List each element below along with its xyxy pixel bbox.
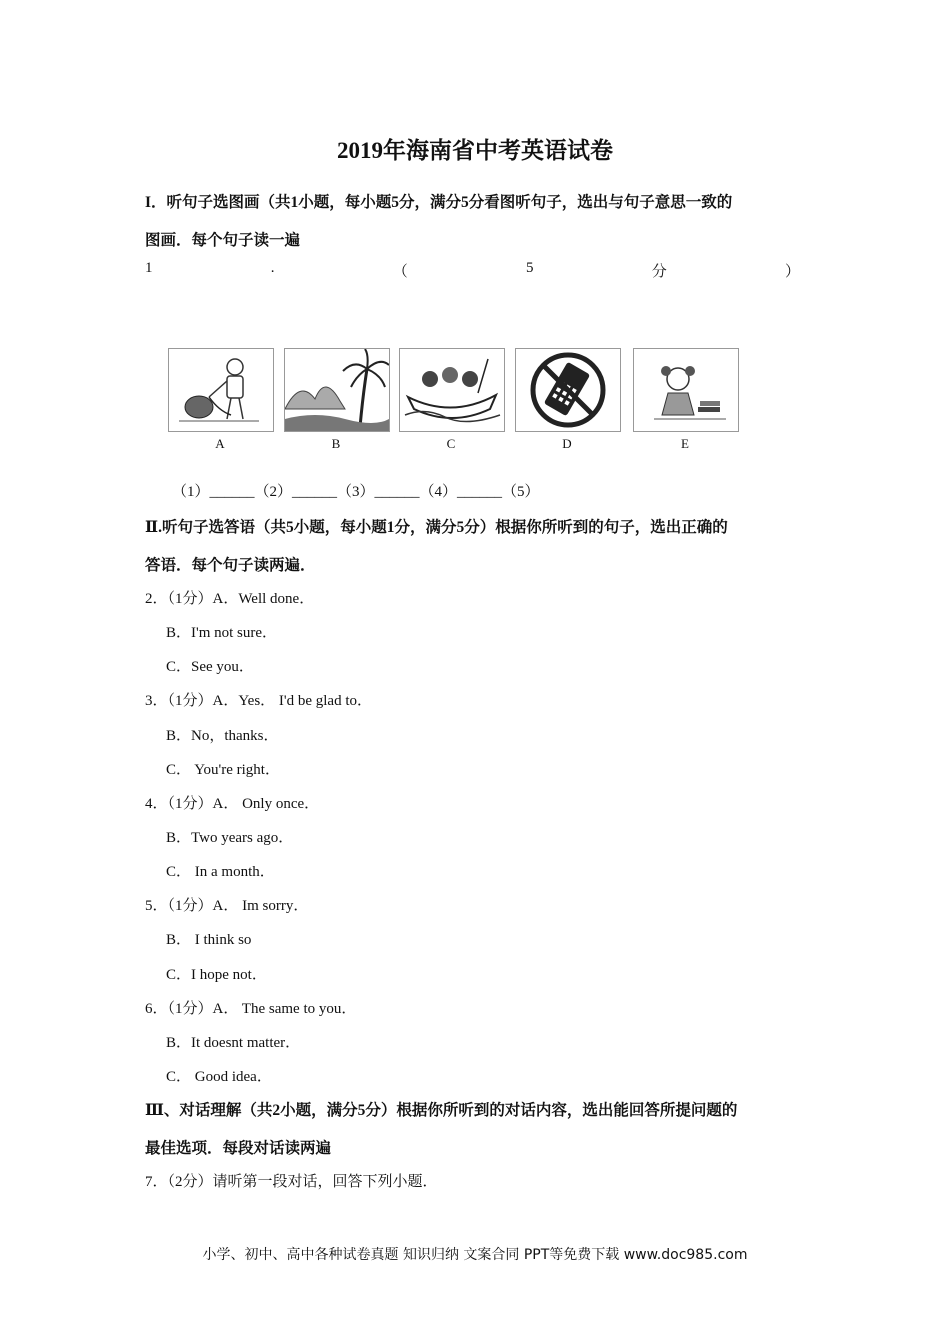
question-1-line: [145, 260, 800, 281]
picture-label: D: [562, 436, 572, 451]
q1-part: 1: [145, 260, 153, 276]
no-phone-icon: [515, 348, 621, 432]
section2-heading-line2: 答语．每个句子读两遍．: [145, 557, 316, 574]
question-7: 7．（2分）请听第一段对话，回答下列小题．: [145, 1174, 438, 1190]
question-option: B．No，thanks．: [166, 728, 279, 744]
question-option: C．See you．: [166, 659, 254, 675]
question-option: 5．（1分）A． Im sorry．: [145, 898, 309, 914]
question-option: C．I hope not．: [166, 967, 267, 983]
girl-reading-icon: [633, 348, 739, 432]
question-option: B．It doesnt matter．: [166, 1035, 301, 1051]
question-option: C． You're right．: [166, 762, 280, 778]
picture-label: E: [681, 436, 689, 451]
q1-part: （: [392, 264, 408, 280]
question-option: C． Good idea．: [166, 1069, 272, 1085]
page-title: 2019年海南省中考英语试卷: [337, 138, 613, 163]
q1-part: 分: [651, 264, 667, 280]
picture-label: B: [331, 436, 341, 451]
question-option: B．Two years ago．: [166, 830, 294, 846]
section1-heading-line1: I．听句子选图画（共1小题，每小题5分，满分5分看图听句子，选出与句子意思一致的: [145, 194, 733, 211]
children-boat-icon: [399, 348, 505, 432]
palm-tree-landscape-icon: [284, 348, 390, 432]
q1-part: ）: [784, 264, 800, 280]
section3-heading-line1: Ⅲ、对话理解（共2小题，满分5分）根据你所听到的对话内容，选出能回答所提问题的: [145, 1102, 738, 1119]
robot-vacuum-icon: [168, 348, 274, 432]
question-option: 3．（1分）A．Yes． I'd be glad to．: [145, 693, 373, 709]
question-option: 4．（1分）A． Only once．: [145, 796, 320, 812]
section1-heading-line2: 图画．每个句子读一遍: [145, 232, 301, 249]
footer-link[interactable]: 小学、初中、高中各种试卷真题 知识归纳 文案合同 PPT等免费下载 www.doc985.com: [202, 1247, 748, 1263]
section3-heading-line2: 最佳选项．每段对话读两遍: [145, 1140, 332, 1157]
picture-label: C: [446, 436, 456, 451]
section2-heading-line1: Ⅱ.听句子选答语（共5小题，每小题1分，满分5分）根据你所听到的句子，选出正确的: [145, 519, 728, 536]
question-option: B． I think so: [166, 932, 252, 948]
question-option: C． In a month．: [166, 864, 275, 880]
q1-part: 5: [525, 260, 534, 276]
q1-part: .: [270, 260, 275, 276]
picture-answer-blanks: （1）______（2）______（3）______（4）______（5）: [172, 484, 540, 500]
question-option: 6．（1分）A． The same to you．: [145, 1001, 357, 1017]
question-option: 2．（1分）A．Well done．: [145, 591, 315, 607]
picture-label: A: [215, 436, 225, 451]
question-option: B．I'm not sure．: [166, 625, 278, 641]
picture-strip: [168, 348, 740, 458]
